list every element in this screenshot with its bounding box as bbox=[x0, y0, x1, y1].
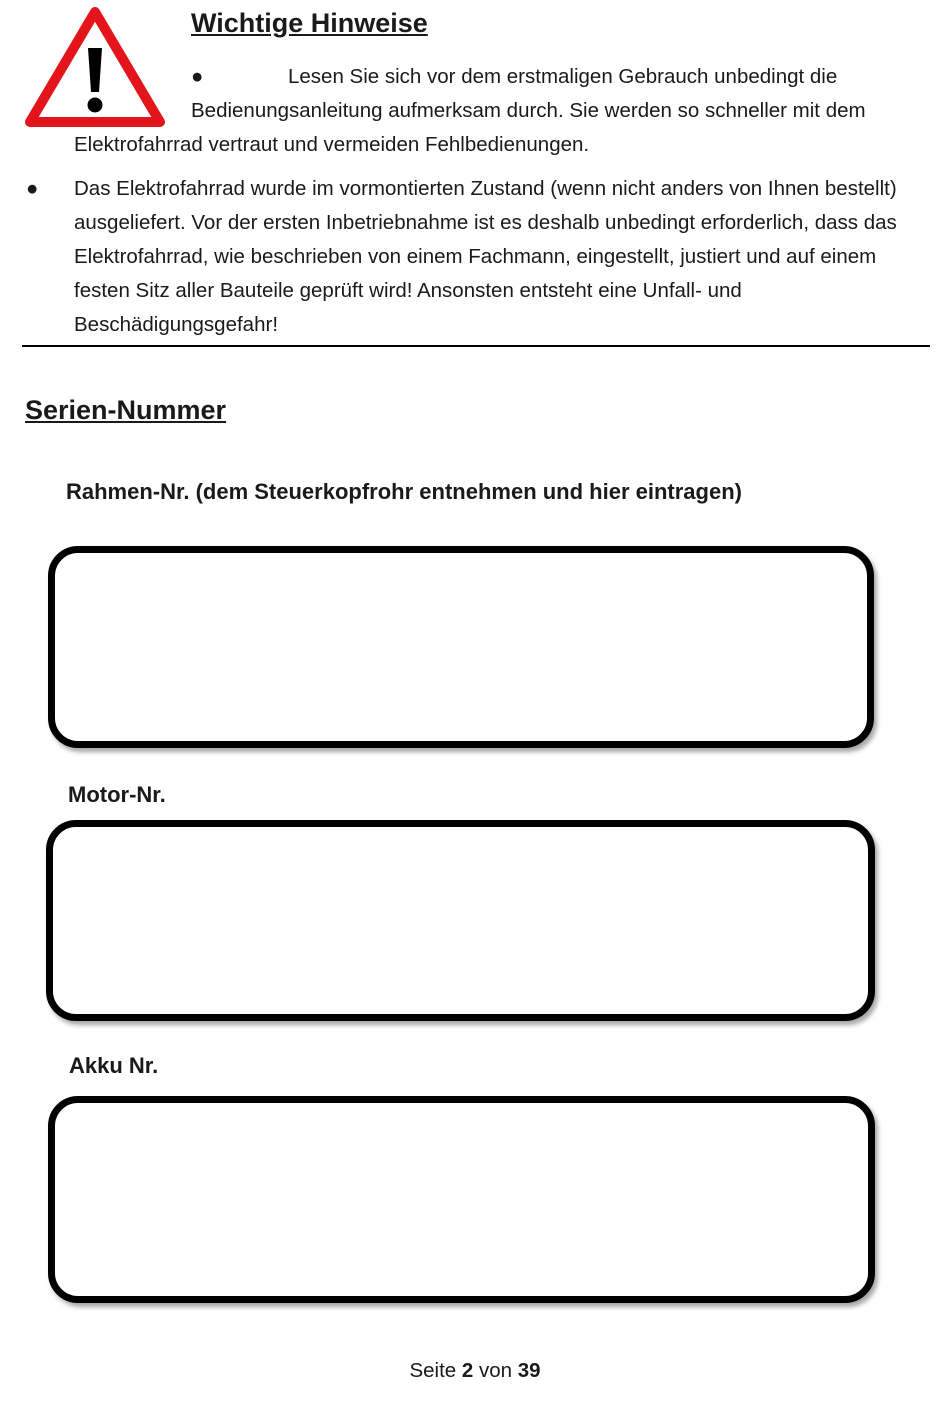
battery-number-field[interactable] bbox=[48, 1096, 875, 1303]
notice-paragraph-1-line-2: Bedienungsanleitung aufmerksam durch. Sie werden so schneller mit dem bbox=[191, 99, 866, 122]
footer-prefix: Seite bbox=[409, 1359, 457, 1382]
warning-triangle-icon bbox=[24, 6, 166, 130]
footer-middle: von bbox=[478, 1359, 513, 1382]
motor-number-field[interactable] bbox=[46, 820, 875, 1021]
notice-paragraph-2: Das Elektrofahrrad wurde im vormontierten Zustand (wenn nicht anders von Ihnen bestellt) ausgeliefert. Vor der ersten Inbetriebnahme ist es deshalb unbedingt erforderlich, dass das Elektrofahrrad, wie beschrieben von einem Fachmann, eingestellt, justiert und auf einem festen Sitz aller Bauteile geprüft wird! Ansonsten entsteht eine Unfall- und Beschädigungsgefahr! bbox=[74, 177, 897, 336]
notice-heading: Wichtige Hinweise bbox=[191, 8, 428, 38]
battery-number-label: Akku Nr. bbox=[69, 1053, 159, 1078]
footer-page-number: 2 bbox=[461, 1359, 474, 1382]
motor-number-label: Motor-Nr. bbox=[68, 782, 166, 807]
notice-paragraph-1-line-3: Elektrofahrrad vertraut und vermeiden Fehlbedienungen. bbox=[74, 133, 590, 156]
bullet-1: ● bbox=[191, 65, 204, 88]
section-divider bbox=[22, 345, 930, 347]
bullet-2: ● bbox=[26, 177, 39, 200]
frame-number-label: Rahmen-Nr. (dem Steuerkopfrohr entnehmen und hier eintragen) bbox=[66, 479, 742, 504]
footer-page-total: 39 bbox=[517, 1359, 541, 1382]
serial-heading: Serien-Nummer bbox=[25, 395, 227, 425]
page-footer bbox=[0, 1359, 950, 1383]
notice-paragraph-1-line-1: Lesen Sie sich vor dem erstmaligen Gebrauch unbedingt die bbox=[288, 65, 838, 88]
frame-number-field[interactable] bbox=[48, 546, 874, 748]
